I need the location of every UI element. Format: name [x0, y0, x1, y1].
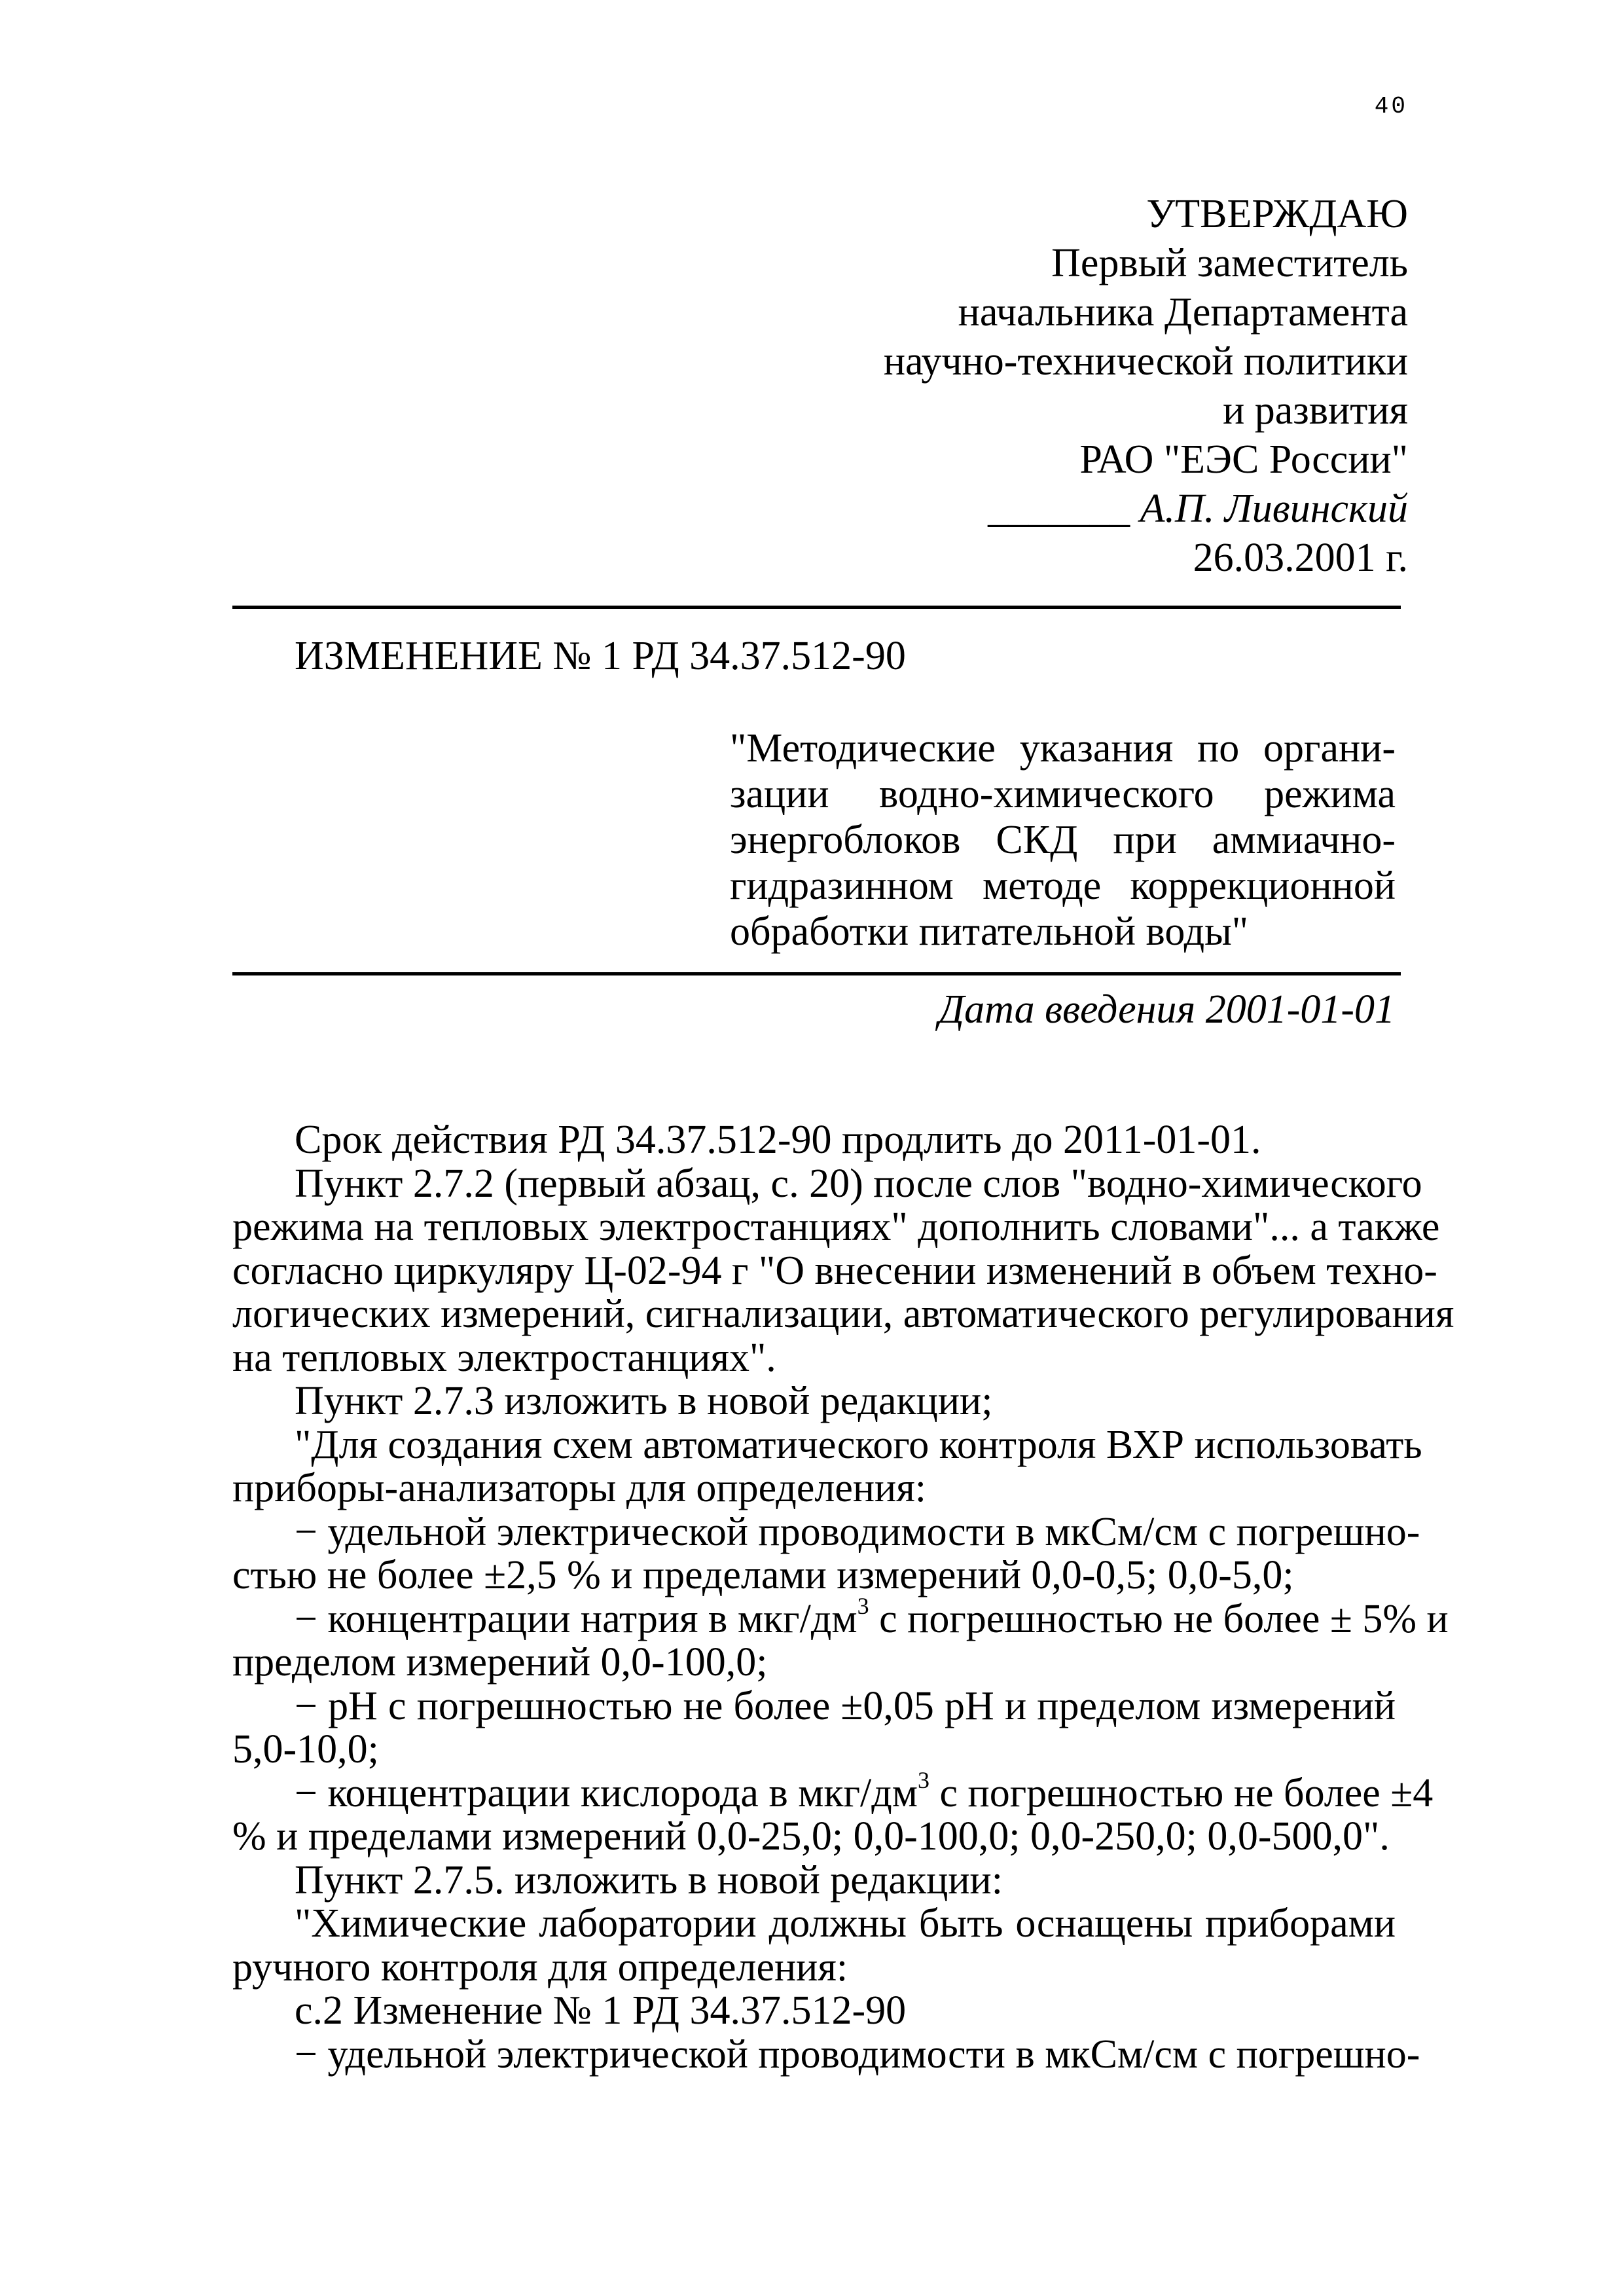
- document-name-line: зации водно-химического режима: [730, 772, 1396, 816]
- signature-blank: _______: [988, 486, 1130, 531]
- approval-position-line: научно-технической политики: [883, 339, 1408, 384]
- text-fragment: с погрешностью не более ± 5% и: [869, 1596, 1449, 1641]
- list-item-line: пределом измерений 0,0-100,0;: [232, 1640, 768, 1685]
- approval-position-line: и развития: [1223, 388, 1408, 433]
- paragraph-line: режима на тепловых электростанциях" дополнить словами"... а также: [232, 1205, 1440, 1249]
- text-fragment: − концентрации натрия в мкг/дм: [295, 1596, 857, 1641]
- document-name-line: гидразинном методе коррекционной: [730, 864, 1396, 908]
- list-item-line: % и пределами измерений 0,0-25,0; 0,0-100,0; 0,0-250,0; 0,0-500,0".: [232, 1814, 1390, 1859]
- list-item-line: − удельной электрической проводимости в мкСм/см с погрешно-: [295, 2032, 1420, 2077]
- paragraph-line: приборы-анализаторы для определения:: [232, 1466, 926, 1510]
- paragraph-line: Пункт 2.7.3 изложить в новой редакции;: [295, 1379, 993, 1423]
- paragraph-line: Пункт 2.7.2 (первый абзац, с. 20) после слов "водно-химического: [295, 1161, 1422, 1206]
- superscript: 3: [918, 1766, 930, 1793]
- list-item-line: − удельной электрической проводимости в мкСм/см с погрешно-: [295, 1509, 1420, 1554]
- horizontal-rule: [232, 606, 1401, 609]
- document-name-line: энергоблоков СКД при аммиачно-: [730, 818, 1396, 862]
- text-fragment: с погрешностью не более ±4: [929, 1770, 1434, 1815]
- change-title: ИЗМЕНЕНИЕ № 1 РД 34.37.512-90: [295, 634, 906, 678]
- signatory-name: А.П. Ливинский: [1140, 486, 1408, 531]
- paragraph-line: ручного контроля для определения:: [232, 1944, 848, 1990]
- list-item-line: [232, 1592, 1449, 1641]
- document-name-line: "Методические указания по органи-: [730, 726, 1396, 771]
- approval-block: [623, 190, 1408, 583]
- paragraph-line: на тепловых электростанциях".: [232, 1335, 776, 1380]
- page-number: 40: [1374, 93, 1408, 120]
- horizontal-rule: [232, 972, 1401, 975]
- approval-date: 26.03.2001 г.: [1193, 536, 1408, 580]
- approval-position-line: начальника Департамента: [958, 290, 1408, 335]
- approval-heading: УТВЕРЖДАЮ: [1146, 192, 1408, 236]
- superscript: 3: [857, 1592, 869, 1619]
- approval-signature: [623, 484, 1408, 534]
- body-text: [232, 1118, 1454, 2077]
- paragraph-line: Срок действия РД 34.37.512-90 продлить до 2011-01-01.: [295, 1118, 1261, 1162]
- text-fragment: − концентрации кислорода в мкг/дм: [295, 1770, 918, 1815]
- paragraph-line: согласно циркуляру Ц-02-94 г "О внесении изменений в объем техно-: [232, 1248, 1437, 1293]
- list-item-line: стью не более ±2,5 % и пределами измерений 0,0-0,5; 0,0-5,0;: [232, 1553, 1294, 1597]
- approval-position-line: Первый заместитель: [1051, 241, 1408, 285]
- list-item-line: [232, 1766, 1434, 1815]
- paragraph-line: с.2 Изменение № 1 РД 34.37.512-90: [295, 1988, 907, 2033]
- list-item-line: − рН с погрешностью не более ±0,05 рН и пределом измерений: [295, 1683, 1396, 1728]
- introduction-date: Дата введения 2001-01-01: [938, 987, 1395, 1032]
- approval-organization: РАО "ЕЭС России": [1079, 437, 1408, 482]
- paragraph-line: Пункт 2.7.5. изложить в новой редакции:: [295, 1857, 1003, 1903]
- paragraph-line: "Для создания схем автоматического контроля ВХР использовать: [295, 1422, 1422, 1467]
- document-name: [730, 725, 1396, 955]
- paragraph-line: логических измерений, сигнализации, автоматического регулирования: [232, 1292, 1454, 1336]
- document-name-line: обработки питательной воды": [730, 909, 1249, 954]
- paragraph-line: "Химические лаборатории должны быть оснащены приборами: [295, 1901, 1396, 1946]
- list-item-line: 5,0-10,0;: [232, 1727, 379, 1772]
